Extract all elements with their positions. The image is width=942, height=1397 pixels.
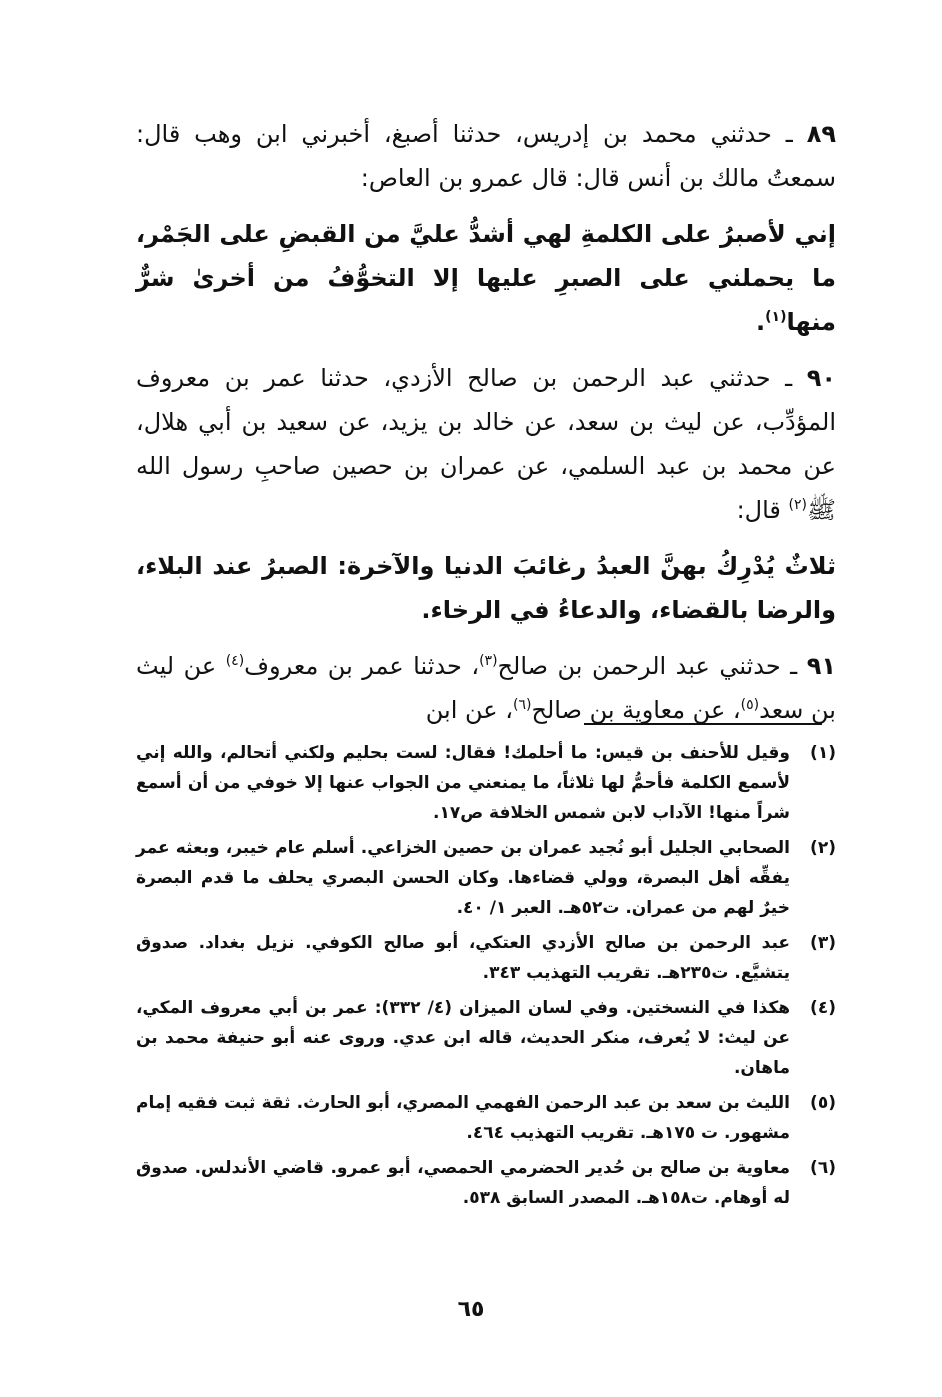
footnote-number: (٢) xyxy=(810,838,836,858)
footnote-ref[interactable]: (٣) xyxy=(479,653,498,669)
footnote-text: معاوية بن صالح بن حُدير الحضرمي الحمصي، أبو عمرو. قاضي الأندلس. صدوق له أوهام. ت١٥٨هـ. المصدر السابق ٥٣٨. xyxy=(136,1158,790,1208)
footnote-divider xyxy=(584,723,822,725)
footnote-number: (٥) xyxy=(810,1093,836,1113)
hadith-number: ٩١ xyxy=(806,652,837,680)
hadith-text-part: ، عن معاوية بن صالح xyxy=(531,696,741,724)
footnote-number: (٦) xyxy=(810,1158,836,1178)
hadith-text-part: حدثني عبد الرحمن بن صالح xyxy=(497,652,781,680)
footnote-text: عبد الرحمن بن صالح الأزدي العتكي، أبو صالح الكوفي. نزيل بغداد. صدوق يتشيَّع. ت٢٣٥هـ. تقريب التهذيب ٣٤٣. xyxy=(136,933,790,983)
footnote-text: هكذا في النسختين. وفي لسان الميزان (٤/ ٣٣٢): عمر بن أبي معروف المكي، عن ليث: لا يُعرف، منكر الحديث، قاله ابن عدي. وروى عنه أبو حنيفة محمد بن ماهان. xyxy=(136,998,790,1078)
footnote-text: الليث بن سعد بن عبد الرحمن الفهمي المصري، أبو الحارث. ثقة ثبت فقيه إمام مشهور. ت ١٧٥هـ. تقريب التهذيب ٤٦٤. xyxy=(136,1093,790,1143)
dash: ـ xyxy=(780,652,798,680)
footnote-ref[interactable]: (٦) xyxy=(513,697,532,713)
page-number: ٦٥ xyxy=(457,1297,485,1322)
footnote-ref[interactable]: (٥) xyxy=(740,697,760,713)
footnote xyxy=(136,1153,836,1213)
footnote xyxy=(136,833,836,923)
footnotes xyxy=(136,738,836,1218)
hadith-89 xyxy=(136,112,836,200)
hadith-text-part: ، حدثنا عمر بن معروف xyxy=(244,652,480,680)
quote-text: ثلاثٌ يُدْرِكُ بهنَّ العبدُ رغائبَ الدنيا والآخرة: الصبرُ عند البلاء، والرضا بالقضاء، والدعاءُ في الرخاء. xyxy=(136,552,836,624)
quote-90 xyxy=(136,544,836,632)
hadith-number: ٨٩ xyxy=(806,120,836,148)
quote-text: إني لأصبرُ على الكلمةِ لهي أشدُّ عليَّ من القبضِ على الجَمْر، ما يحملني على الصبرِ عليها إلا التخوُّفُ من أخرىٰ شرٌّ منها xyxy=(136,220,836,336)
dash: ـ xyxy=(770,364,793,392)
hadith-90: ٩٠ ـ حدثني عبد الرحمن بن صالح الأزدي، حدثنا عمر بن معروف المؤدِّب، عن ليث بن سعد، عن خالد بن يزيد، عن سعيد بن أبي هلال، عن محمد بن عبد السلمي، عن عمران بن حصين صاحبِ رسول الله ﷺ$^{(٢)}$ قال: xyxy=(136,364,836,524)
dash: ـ xyxy=(771,120,793,148)
footnote-text: الصحابي الجليل أبو نُجيد عمران بن حصين الخزاعي. أسلم عام خيبر، وبعثه عمر يفقِّه أهل البصرة، وولي قضاءها. وكان الحسن البصري يحلف ما قدم البصرة خيرٌ لهم من عمران. ت٥٢هـ. العبر ١/ ٤٠. xyxy=(136,838,790,918)
footnote-number: (١) xyxy=(810,743,836,763)
footnote-number: (٤) xyxy=(810,998,836,1018)
hadith-text: حدثني عبد الرحمن بن صالح الأزدي، حدثنا عمر بن معروف المؤدِّب، عن ليث بن سعد، عن خالد بن يزيد، عن سعيد بن أبي هلال، عن محمد بن عبد السلمي، عن عمران بن حصين صاحبِ رسول الله ﷺ xyxy=(136,364,836,524)
main-text xyxy=(136,112,836,744)
hadith-text-part: ، عن ابن xyxy=(425,696,513,724)
footnote-ref[interactable]: (١) xyxy=(765,309,787,325)
footnote-ref[interactable]: (٤) xyxy=(225,653,245,669)
footnote-text: وقيل للأحنف بن قيس: ما أحلمك! فقال: لست بحليم ولكني أتحالم، والله إني لأسمع الكلمة فأحمُّ لها ثلاثاً، ما يمنعني من الجواب عنها إلا خوفي من أن أسمع شراً منها! الآداب لابن شمس الخلافة ص١٧. xyxy=(136,743,790,823)
hadith-text: حدثني محمد بن إدريس، حدثنا أصبغ، أخبرني ابن وهب قال: سمعتُ مالك بن أنس قال: قال عمرو بن العاص: xyxy=(136,120,836,192)
footnote xyxy=(136,928,836,988)
footnote-ref[interactable]: (٢) xyxy=(788,497,807,513)
footnote xyxy=(136,993,836,1083)
hadith-text-part: عن ليث بن سعد xyxy=(136,652,836,724)
hadith-91 xyxy=(136,644,836,732)
hadith-number: ٩٠ xyxy=(806,364,836,392)
footnote xyxy=(136,1088,836,1148)
quote-89: إني لأصبرُ على الكلمةِ لهي أشدُّ عليَّ من القبضِ على الجَمْر، ما يحملني على الصبرِ عليها إلا التخوُّفُ من أخرىٰ شرٌّ منها$^{(١)}$. xyxy=(136,220,836,336)
footnote-number: (٣) xyxy=(810,933,836,953)
footnote xyxy=(136,738,836,828)
